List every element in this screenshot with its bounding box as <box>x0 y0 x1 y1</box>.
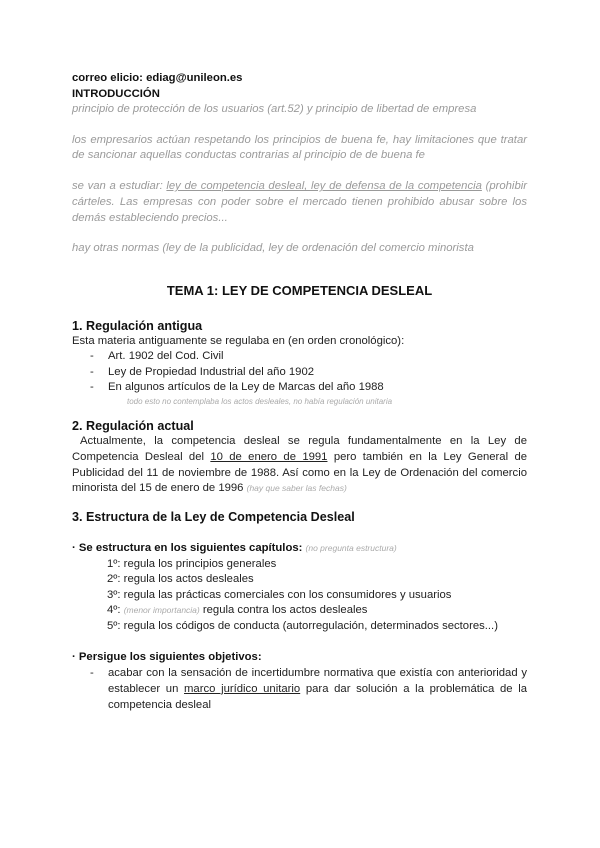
objective-pre: acabar con la sensación de incertidumbre normativa que existía con anterioridad y establecer un <box>108 666 527 695</box>
section-1-title: 1. Regulación antigua <box>72 318 203 333</box>
list-item-text: Art. 1902 del Cod. Civil <box>108 350 224 363</box>
chapter-item-5: 5º: regula los códigos de conducta (autorregulación, determinados sectores...) <box>107 619 498 632</box>
chapters-note: (no pregunta estructura) <box>305 543 397 554</box>
s2-note: (hay que saber las fechas) <box>246 483 347 494</box>
section-1-note: todo esto no contemplaba los actos desleales, no había regulación unitaria <box>127 396 393 406</box>
list-item-text: Ley de Propiedad Industrial del año 1902 <box>108 365 315 378</box>
objective-link: marco jurídico unitario <box>184 682 301 695</box>
list-item: - Art. 1902 del Cod. Civil <box>90 350 224 363</box>
intro-paragraph-3 <box>72 179 527 226</box>
chapters-heading <box>72 541 527 557</box>
document-page <box>72 71 527 713</box>
chapters-heading-text: · Se estructura en los siguientes capítulos: <box>72 542 303 555</box>
objective-item: - acabar con la sensación de incertidumbre normativa que existía con anterioridad y establecer un marco jurídico unitario para dar solución a la problemática de la competencia desleal <box>90 666 527 711</box>
intro-paragraph-1: principio de protección de los usuarios (art.52) y principio de libertad de empresa <box>72 103 477 115</box>
section-3-title: 3. Estructura de la Ley de Competencia Desleal <box>72 510 355 525</box>
section-2-text <box>72 434 527 497</box>
intro-p3-pre: se van a estudiar: <box>72 180 167 193</box>
objective-post: para dar solución a la problemática de la competencia desleal <box>108 682 527 711</box>
list-item-text: En algunos artículos de la Ley de Marcas del año 1988 <box>108 381 384 394</box>
section-2-title: 2. Regulación actual <box>72 418 194 433</box>
chapter-text: regula contra los actos desleales <box>199 604 368 617</box>
section-1-intro: Esta materia antiguamente se regulaba en (en orden cronológico): <box>72 334 405 347</box>
intro-heading: INTRODUCCIÓN <box>72 87 160 100</box>
intro-paragraph-4: hay otras normas (ley de la publicidad, ley de ordenación del comercio minorista <box>72 242 474 255</box>
chapter-text: 3º: regula las prácticas comerciales con los consumidores y usuarios <box>107 588 452 601</box>
chapter-note: (menor importancia) <box>123 605 200 616</box>
chapter-text: 2º: regula los actos desleales <box>107 573 254 586</box>
tema-title: TEMA 1: LEY DE COMPETENCIA DESLEAL <box>166 282 433 298</box>
email-line: correo elicio: ediag@unileon.es <box>72 72 243 84</box>
chapter-item <box>72 588 527 604</box>
chapter-item <box>72 603 527 619</box>
objectives-heading: · Persigue los siguientes objetivos: <box>72 651 262 664</box>
s2-pre: Actualmente, la competencia desleal se regula fundamentalmente en la Ley de Competencia Desleal del <box>72 434 527 463</box>
list-item: - En algunos artículos de la Ley de Marcas del año 1988 <box>90 381 384 394</box>
chapter-text: 4º: <box>107 604 124 617</box>
s2-date: 10 de enero de 1991 <box>210 450 328 463</box>
list-item: - Ley de Propiedad Industrial del año 1902 <box>90 365 315 378</box>
intro-paragraph-2: los empresarios actúan respetando los principios de buena fe, hay limitaciones que tratar de sancionar aquellas conductas contrarias al principio de de buena fe <box>72 133 527 162</box>
chapter-item <box>72 557 527 573</box>
s2-post: pero también en la Ley General de Publicidad del 11 de noviembre de 1988. Así como en la Ley de Ordenación del comercio minorista del 15 de enero de 1996 <box>72 450 528 495</box>
intro-p3-link: ley de competencia desleal, ley de defensa de la competencia <box>166 180 482 193</box>
intro-p3-post: (prohibir cárteles. Las empresas con poder sobre el mercado tienen prohibido abusar sobre los demás estableciendo precios... <box>72 180 527 224</box>
chapter-item <box>72 572 527 588</box>
chapter-text: 1º: regula los principios generales <box>107 557 277 570</box>
